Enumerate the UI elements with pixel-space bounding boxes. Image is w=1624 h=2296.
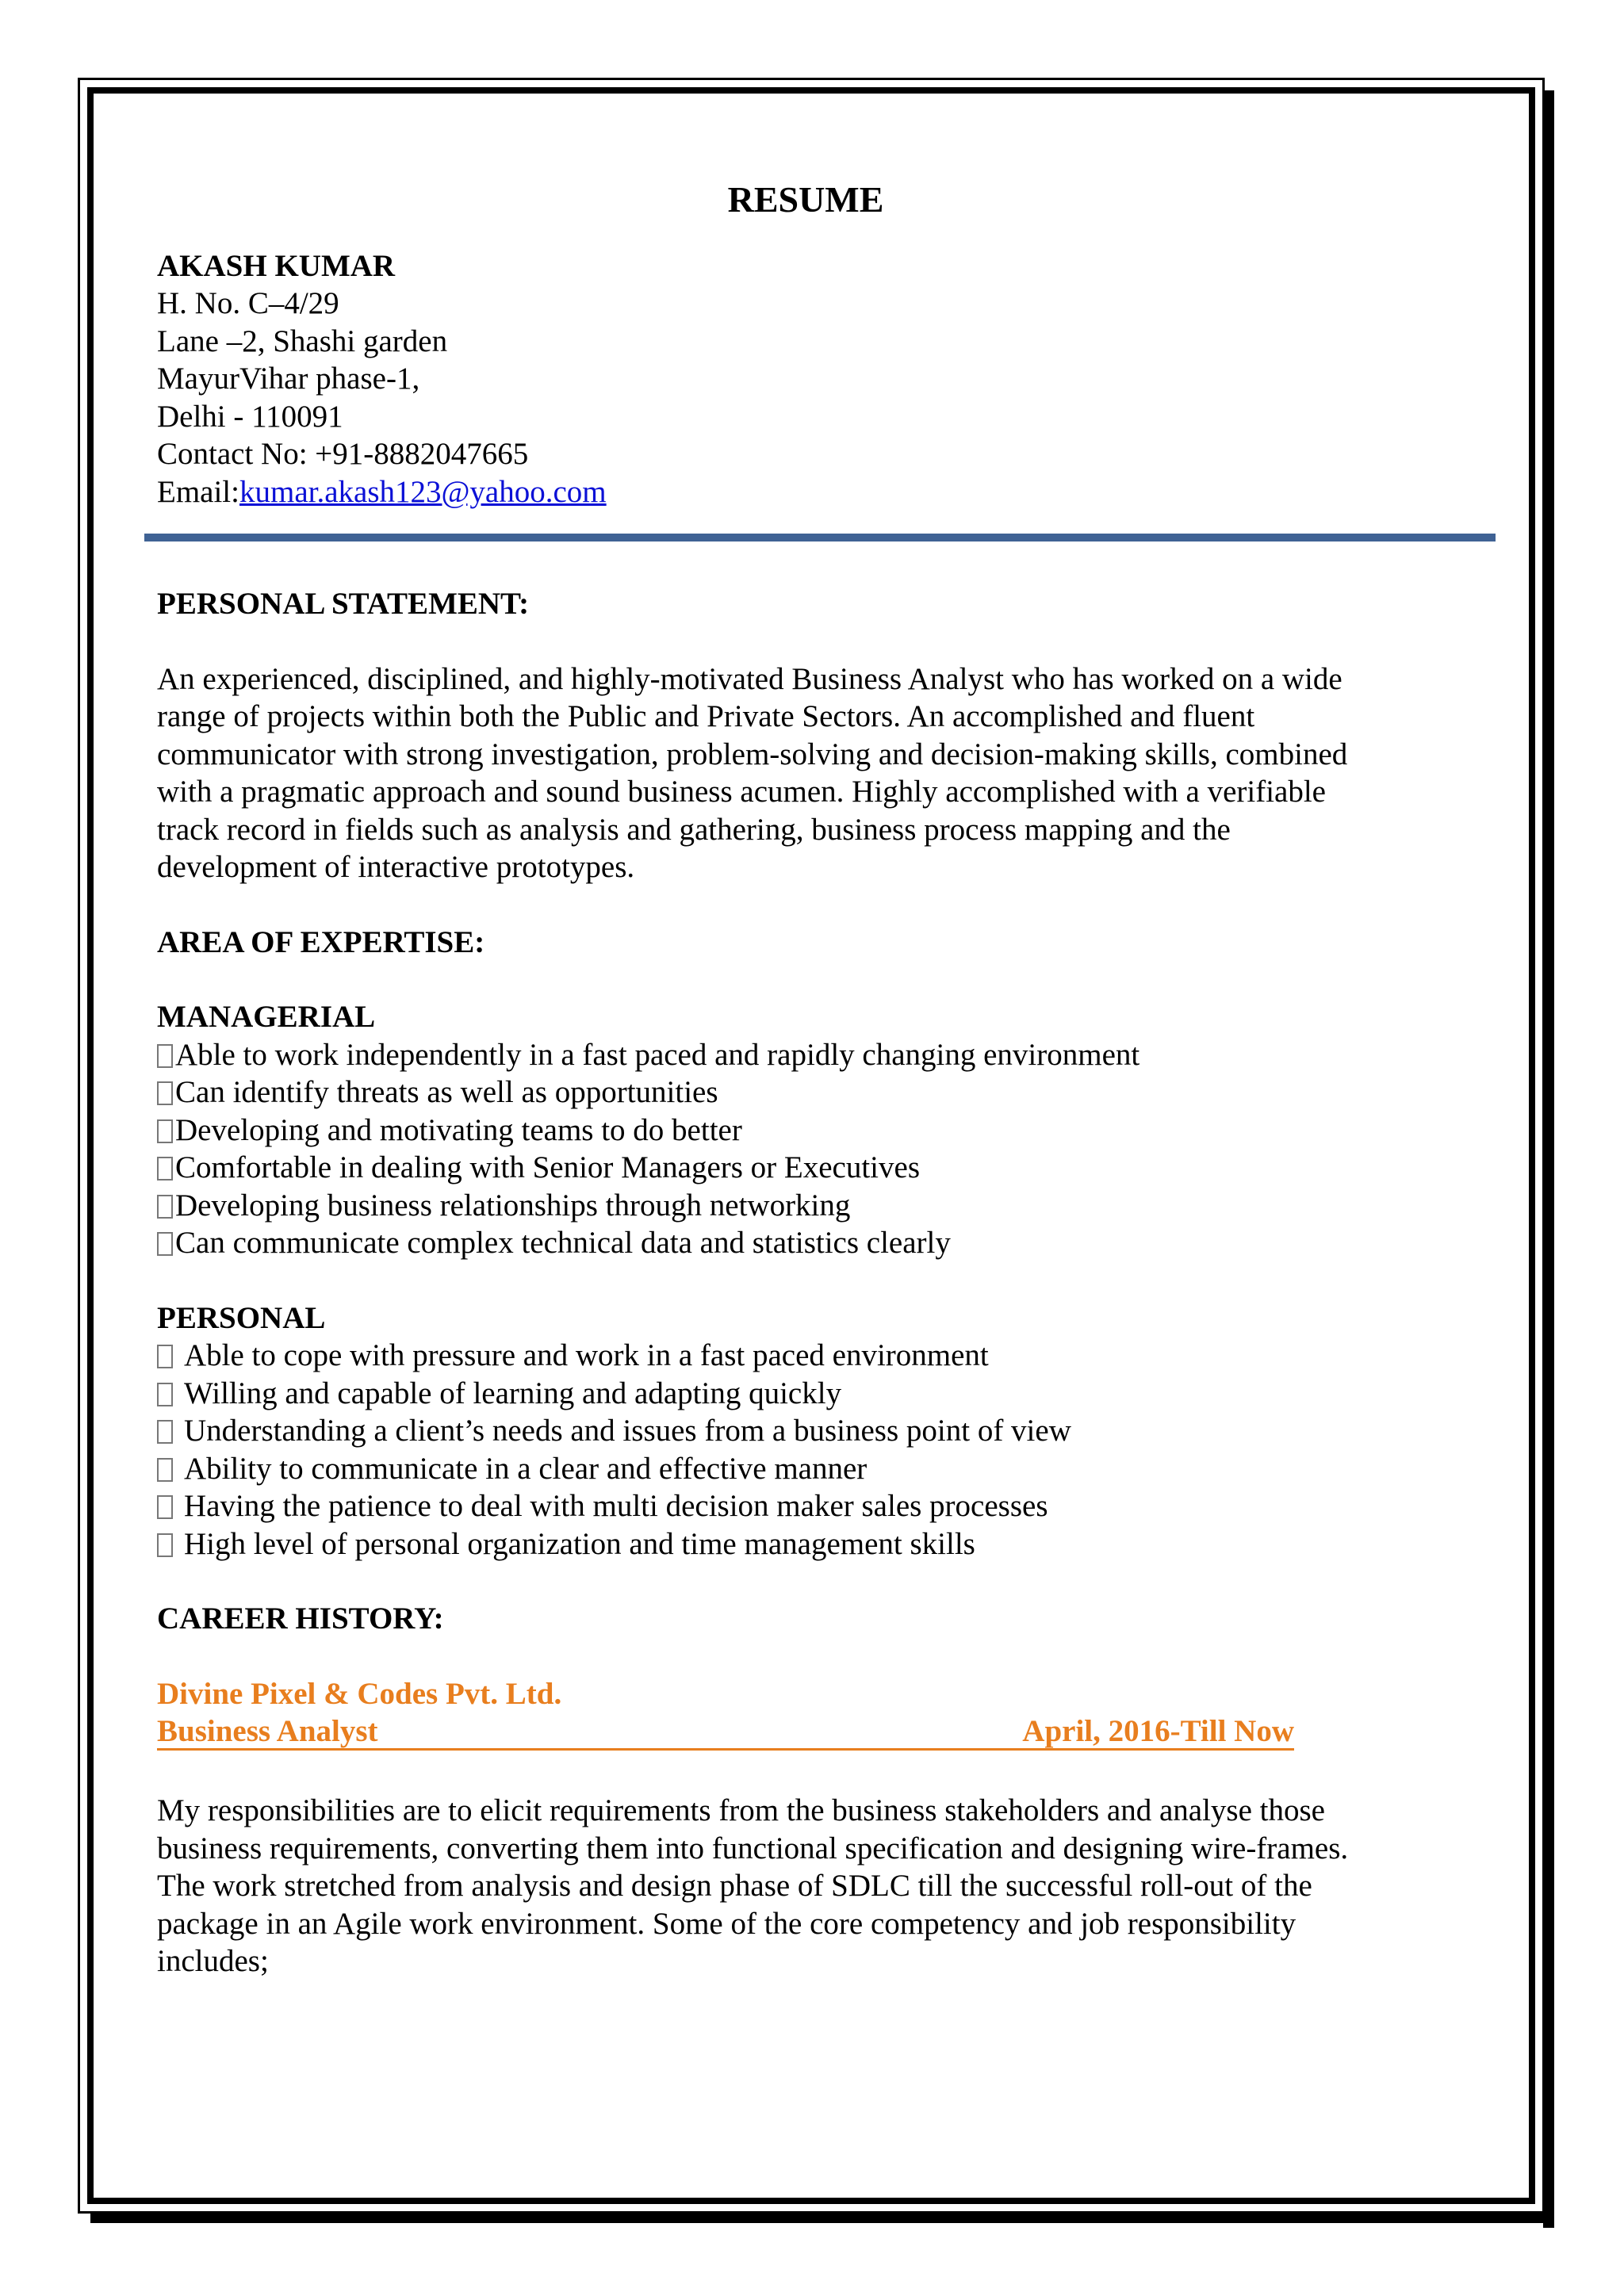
managerial-list — [157, 1036, 1489, 1262]
personal-heading: PERSONAL — [157, 1300, 326, 1335]
list-item: Able to cope with pressure and work in a fast paced environment — [157, 1337, 1489, 1375]
statement-line: development of interactive prototypes. — [157, 850, 635, 884]
resume-content — [157, 181, 1489, 1980]
role-underline — [157, 1715, 1294, 1751]
list-item: Having the patience to deal with multi decision maker sales processes — [157, 1487, 1489, 1525]
personal-list — [157, 1337, 1489, 1563]
managerial-heading: MANAGERIAL — [157, 1000, 376, 1034]
job-title: Business Analyst — [157, 1714, 378, 1748]
page-border-shadow-bottom — [90, 2212, 1554, 2223]
personal-statement-heading: PERSONAL STATEMENT: — [157, 587, 530, 621]
address-line: Delhi - 110091 — [157, 399, 343, 434]
statement-line: communicator with strong investigation, problem-solving and decision-making skills, combined — [157, 737, 1348, 771]
address-line: Lane –2, Shashi garden — [157, 323, 448, 358]
bullet-box-icon — [157, 1232, 173, 1256]
resume-title: RESUME — [727, 179, 884, 220]
bullet-box-icon — [157, 1195, 173, 1219]
statement-line: track record in fields such as analysis and gathering, business process mapping and the — [157, 812, 1231, 847]
address-line: H. No. C–4/29 — [157, 286, 339, 320]
description-line: package in an Agile work environment. Some of the core competency and job responsibility — [157, 1906, 1297, 1941]
expertise-heading: AREA OF EXPERTISE: — [157, 924, 485, 959]
statement-line: An experienced, disciplined, and highly-motivated Business Analyst who has worked on a wide — [157, 661, 1342, 696]
career-history-heading: CAREER HISTORY: — [157, 1601, 444, 1636]
personal-statement-text — [157, 660, 1489, 886]
bullet-box-icon — [157, 1458, 173, 1482]
page-border-shadow-right — [1543, 90, 1554, 2228]
bullet-box-icon — [157, 1081, 173, 1105]
email-label: Email: — [157, 474, 239, 509]
description-line: My responsibilities are to elicit requirements from the business stakeholders and analyse those — [157, 1793, 1325, 1827]
bullet-box-icon — [157, 1157, 173, 1181]
list-item: Can identify threats as well as opportunities — [157, 1073, 1489, 1112]
company-name: Divine Pixel & Codes Pvt. Ltd. — [157, 1676, 562, 1711]
list-item: Comfortable in dealing with Senior Managers or Executives — [157, 1149, 1489, 1187]
description-line: includes; — [157, 1944, 269, 1978]
email-link[interactable]: kumar.akash123@yahoo.com — [239, 474, 607, 509]
address-line: MayurVihar phase-1, — [157, 362, 420, 396]
statement-line: with a pragmatic approach and sound business acumen. Highly accomplished with a verifiable — [157, 775, 1326, 809]
list-item: High level of personal organization and time management skills — [157, 1525, 1489, 1563]
list-item: Developing business relationships through networking — [157, 1187, 1489, 1225]
role-row — [157, 1712, 1489, 1751]
list-item: Understanding a client’s needs and issues from a business point of view — [157, 1412, 1489, 1450]
statement-line: range of projects within both the Public and Private Sectors. An accomplished and fluent — [157, 699, 1255, 733]
contact-email-row — [157, 473, 1489, 511]
list-item: Willing and capable of learning and adapting quickly — [157, 1375, 1489, 1413]
list-item: Can communicate complex technical data and statistics clearly — [157, 1224, 1489, 1262]
bullet-box-icon — [157, 1119, 173, 1143]
contact-block — [157, 247, 1489, 511]
contact-phone: Contact No: +91-8882047665 — [157, 437, 529, 471]
bullet-box-icon — [157, 1383, 173, 1406]
bullet-box-icon — [157, 1533, 173, 1557]
list-item: Developing and motivating teams to do better — [157, 1112, 1489, 1150]
job-period: April, 2016-Till Now — [1022, 1714, 1294, 1748]
bullet-box-icon — [157, 1345, 173, 1368]
candidate-name: AKASH KUMAR — [157, 248, 396, 283]
list-item: Ability to communicate in a clear and effective manner — [157, 1450, 1489, 1488]
description-line: The work stretched from analysis and design phase of SDLC till the successful roll-out of the — [157, 1869, 1312, 1903]
description-line: business requirements, converting them into functional specification and designing wire-frames. — [157, 1831, 1349, 1866]
bullet-box-icon — [157, 1420, 173, 1444]
job-description — [157, 1792, 1489, 1980]
bullet-box-icon — [157, 1495, 173, 1519]
bullet-box-icon — [157, 1044, 173, 1068]
list-item: Able to work independently in a fast paced and rapidly changing environment — [157, 1036, 1489, 1074]
